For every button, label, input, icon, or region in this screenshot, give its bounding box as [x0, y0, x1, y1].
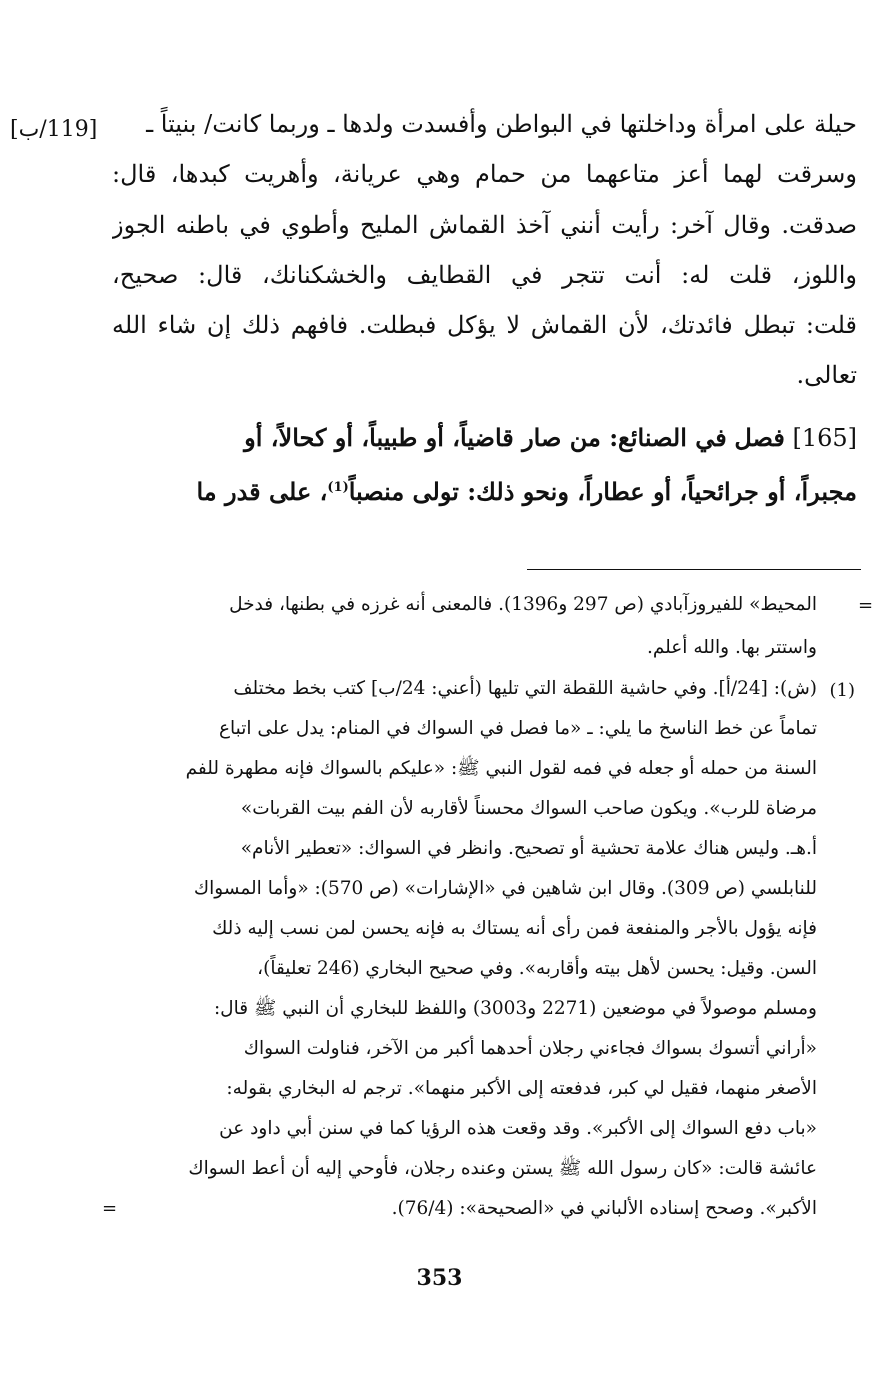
section-line-2: [112, 468, 857, 512]
section-number: [165]: [792, 424, 857, 452]
footnote-line: السنة من حمله أو جعله في فمه لقول النبي ﷺ: «عليكم بالسواك فإنه مطهرة للفم: [185, 758, 817, 779]
footnote-line: المحيط» للفيروزآبادي (ص 297 و1396). فالمعنى أنه غرزه في بطنها، فدخل: [229, 594, 817, 615]
section-title: في الصنائع: من صار قاضياً، أو طبيباً، أو كحالاً، أو: [244, 423, 727, 452]
continuation-end-marker: =: [102, 1198, 118, 1219]
footnote-line: مرضاة للرب». ويكون صاحب السواك محسناً لأقاربه لأن الفم بيت القربات»: [240, 798, 817, 819]
footnote-line: تماماً عن خط الناسخ ما يلي: ـ «ما فصل في السواك في المنام: يدل على اتباع: [218, 718, 817, 739]
footnote-line: أ.هـ. وليس هناك علامة تحشية أو تصحيح. وانظر في السواك: «تعطير الأنام»: [240, 838, 817, 859]
section-text: مجبراً، أو جرائحياً، أو عطاراً، ونحو ذلك: تولى منصباً: [348, 477, 857, 506]
footnote-line: «باب دفع السواك إلى الأكبر». وقد وقعت هذه الرؤيا كما في سنن أبي داود عن: [219, 1118, 817, 1139]
section-text-end: ، على قدر ما: [196, 477, 328, 506]
footnote-line: الأكبر». وصحح إسناده الألباني في «الصحيحة»: (76/4).: [391, 1198, 817, 1219]
footnote-line: ومسلم موصولاً في موضعين (2271 و3003) واللفظ للبخاري أن النبي ﷺ قال:: [213, 998, 817, 1019]
footnote-line: السن. وقيل: يحسن لأهل بيته وأقاربه». وفي صحيح البخاري (246 تعليقاً)،: [257, 958, 817, 979]
footnote-number: (1): [829, 680, 855, 701]
footnote-line: فإنه يؤول بالأجر والمنفعة فمن رأى أنه يستاك به فإنه يحسن لمن نسب إليه ذلك: [212, 918, 817, 939]
body-line: قلت: تبطل فائدتك، لأن القماش لا يؤكل فبطلت. فافهم ذلك إن شاء الله: [112, 311, 857, 339]
body-line: تعالى.: [796, 361, 857, 389]
footnote-line: واستتر بها. والله أعلم.: [646, 637, 817, 658]
footnote-line: للنابلسي (ص 309). وقال ابن شاهين في «الإشارات» (ص 570): «وأما المسواك: [193, 878, 817, 899]
footnote-separator: [527, 569, 861, 570]
footnote-line: الأصغر منهما، فقيل لي كبر، فدفعته إلى الأكبر منهما». ترجم له البخاري بقوله:: [226, 1078, 817, 1099]
footnote-line: عائشة قالت: «كان رسول الله ﷺ يستن وعنده رجلان، فأوحي إليه أن أعط السواك: [188, 1158, 817, 1179]
footnote-line: «أراني أتسوك بسواك فجاءني رجلان أحدهما أكبر من الآخر، فناولت السواك: [243, 1038, 817, 1059]
footnote-line: (ش): [24/أ]. وفي حاشية اللقطة التي تليها (أعني: 24/ب] كتب بخط مختلف: [233, 678, 817, 699]
section-line-1: [112, 418, 857, 462]
section-keyword: فصل: [734, 423, 785, 452]
manuscript-folio-reference: [119/ب]: [10, 117, 98, 142]
body-line: واللوز، قلت له: أنت تتجر في القطايف والخشكنانك، قال: صحيح،: [112, 261, 857, 289]
body-line: حيلة على امرأة وداخلتها في البواطن وأفسدت ولدها ـ وربما كانت/ بنيتاً ـ: [146, 110, 857, 138]
continuation-marker: =: [858, 595, 874, 616]
body-line: صدقت. وقال آخر: رأيت أنني آخذ القماش المليح وأطوي في باطنه الجوز: [112, 211, 857, 239]
page-number: 353: [416, 1265, 463, 1291]
body-line: وسرقت لهما أعز متاعهما من حمام وهي عريانة، وأهريت كبدها، قال:: [112, 160, 857, 188]
footnote-reference[interactable]: (1): [327, 480, 349, 495]
